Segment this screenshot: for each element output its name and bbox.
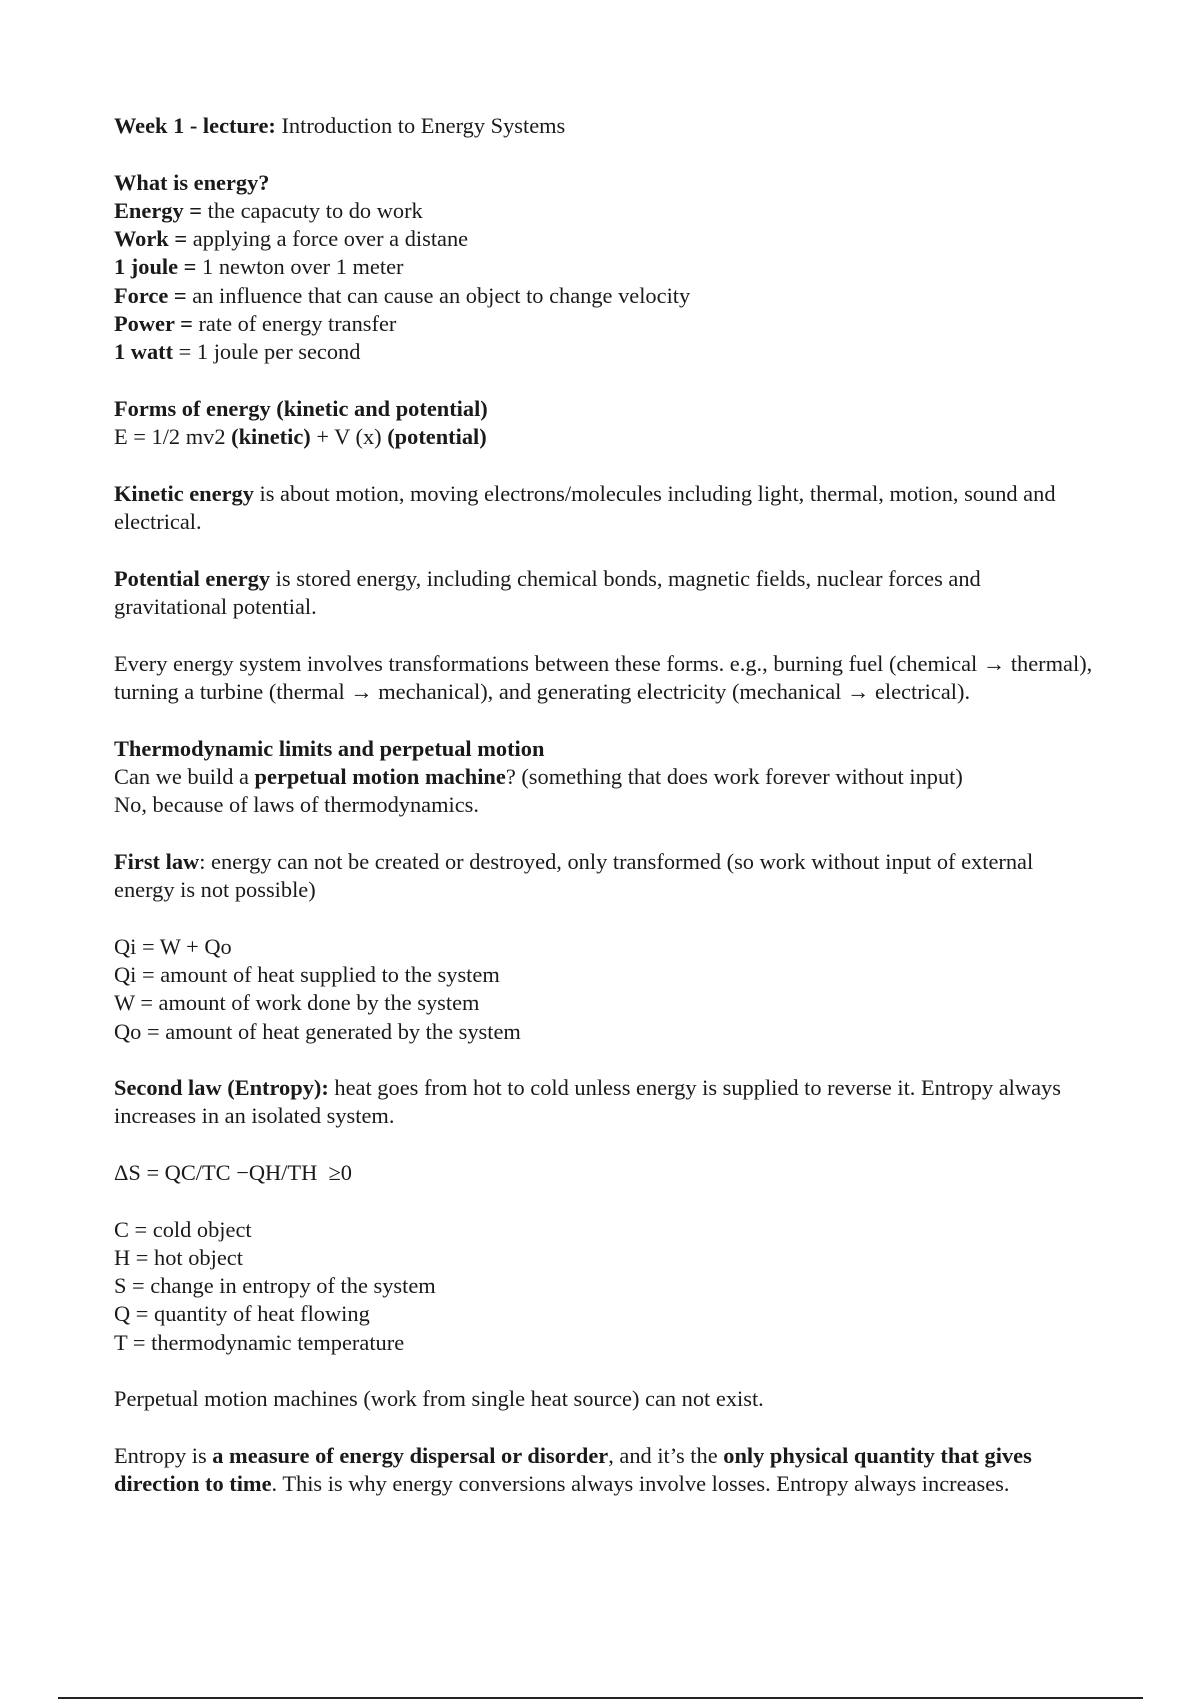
- potential-energy-paragraph: [114, 565, 1094, 622]
- legend-line: Q = quantity of heat flowing: [114, 1301, 370, 1327]
- entropy-legend: [114, 1216, 1094, 1357]
- section-what-is-energy: [114, 169, 1094, 367]
- section-forms-of-energy: [114, 395, 1094, 452]
- lecture-title-label: Week 1 - lecture:: [114, 113, 276, 138]
- entropy-formula: ΔS = QC/TC −QH/TH ≥0: [114, 1159, 352, 1185]
- entropy-summary-paragraph: [114, 1442, 1094, 1499]
- perpetual-motion-question: [114, 763, 1094, 791]
- definition-line: [114, 310, 1094, 338]
- equation-line: Qo = amount of heat generated by the system: [114, 1018, 521, 1044]
- energy-equation: [114, 423, 1094, 451]
- definition-text: the capacuty to do work: [202, 197, 423, 223]
- footer-divider: [58, 1697, 1143, 1699]
- equation-potential-label: (potential): [387, 424, 487, 450]
- definition-line: [114, 338, 1094, 366]
- potential-energy-text: is stored energy, including chemical bonds, magnetic fields, nuclear forces and gravitational potential.: [114, 565, 981, 620]
- potential-energy-term: Potential energy: [114, 565, 271, 591]
- kinetic-energy-term: Kinetic energy: [114, 480, 254, 506]
- definition-text: an influence that can cause an object to change velocity: [186, 282, 691, 308]
- legend-line: H = hot object: [114, 1244, 243, 1270]
- section-heading: Forms of energy (kinetic and potential): [114, 395, 488, 421]
- first-law-equation-block: [114, 933, 1094, 1046]
- perpetual-motion-conclusion: Perpetual motion machines (work from single heat source) can not exist.: [114, 1386, 764, 1412]
- definition-line: [114, 282, 1094, 310]
- section-thermodynamic-limits: [114, 735, 1094, 820]
- definition-text: = 1 joule per second: [173, 339, 361, 365]
- second-law-text: heat goes from hot to cold unless energy is supplied to reverse it. Entropy always increases in an isolated system.: [114, 1075, 1061, 1129]
- kinetic-energy-paragraph: [114, 480, 1094, 537]
- perpetual-motion-answer: No, because of laws of thermodynamics.: [114, 792, 479, 818]
- definition-term: Power =: [114, 311, 193, 337]
- equation-kinetic-label: (kinetic): [231, 424, 311, 450]
- question-bold-term: perpetual motion machine: [254, 763, 506, 789]
- definition-line: [114, 197, 1094, 225]
- section-heading: What is energy?: [114, 169, 270, 195]
- first-law-term: First law: [114, 848, 200, 874]
- legend-line: S = change in entropy of the system: [114, 1273, 436, 1299]
- question-text: Can we build a: [114, 763, 255, 789]
- second-law-paragraph: [114, 1074, 1094, 1131]
- summary-bold: a measure of energy dispersal or disorder: [212, 1442, 609, 1468]
- definition-term: Work =: [114, 226, 188, 252]
- first-law-paragraph: [114, 848, 1094, 905]
- transformations-paragraph: Every energy system involves transformations between these forms. e.g., burning fuel (chemical → thermal), turning a turbine (thermal → mechanical), and generating electricity (mechanical → electrical).: [114, 650, 1093, 704]
- summary-text: , and it’s the: [608, 1442, 724, 1468]
- summary-text: . This is why energy conversions always involve losses. Entropy always increases.: [271, 1471, 1010, 1497]
- definition-term: 1 joule =: [114, 254, 197, 280]
- definition-text: rate of energy transfer: [192, 311, 397, 337]
- first-law-text: : energy can not be created or destroyed, only transformed (so work without input of external energy is not possible): [114, 848, 1034, 903]
- question-text: ? (something that does work forever without input): [505, 763, 963, 789]
- second-law-term: Second law (Entropy):: [114, 1075, 329, 1101]
- equation-part: E = 1/2 mv2: [114, 424, 232, 450]
- definition-term: Force =: [114, 282, 187, 308]
- section-heading: Thermodynamic limits and perpetual motion: [114, 735, 545, 761]
- document-page: [114, 112, 1094, 1499]
- lecture-title: [114, 112, 1094, 140]
- definition-line: [114, 253, 1094, 281]
- summary-text: Entropy is: [114, 1442, 213, 1468]
- definition-term: Energy =: [114, 197, 203, 223]
- legend-line: T = thermodynamic temperature: [114, 1329, 405, 1355]
- equation-line: Qi = W + Qo: [114, 933, 232, 959]
- kinetic-energy-text: is about motion, moving electrons/molecules including light, thermal, motion, sound and electrical.: [114, 480, 1056, 535]
- legend-line: C = cold object: [114, 1216, 252, 1242]
- equation-part: + V (x): [310, 424, 388, 450]
- equation-line: Qi = amount of heat supplied to the system: [114, 961, 500, 987]
- definition-text: applying a force over a distane: [187, 226, 469, 252]
- definition-text: 1 newton over 1 meter: [196, 254, 404, 280]
- lecture-title-text: Introduction to Energy Systems: [275, 113, 566, 138]
- definition-term: 1 watt: [114, 339, 174, 365]
- summary-bold: only physical quantity that gives direction to time: [114, 1442, 1032, 1497]
- equation-line: W = amount of work done by the system: [114, 990, 480, 1016]
- definition-line: [114, 225, 1094, 253]
